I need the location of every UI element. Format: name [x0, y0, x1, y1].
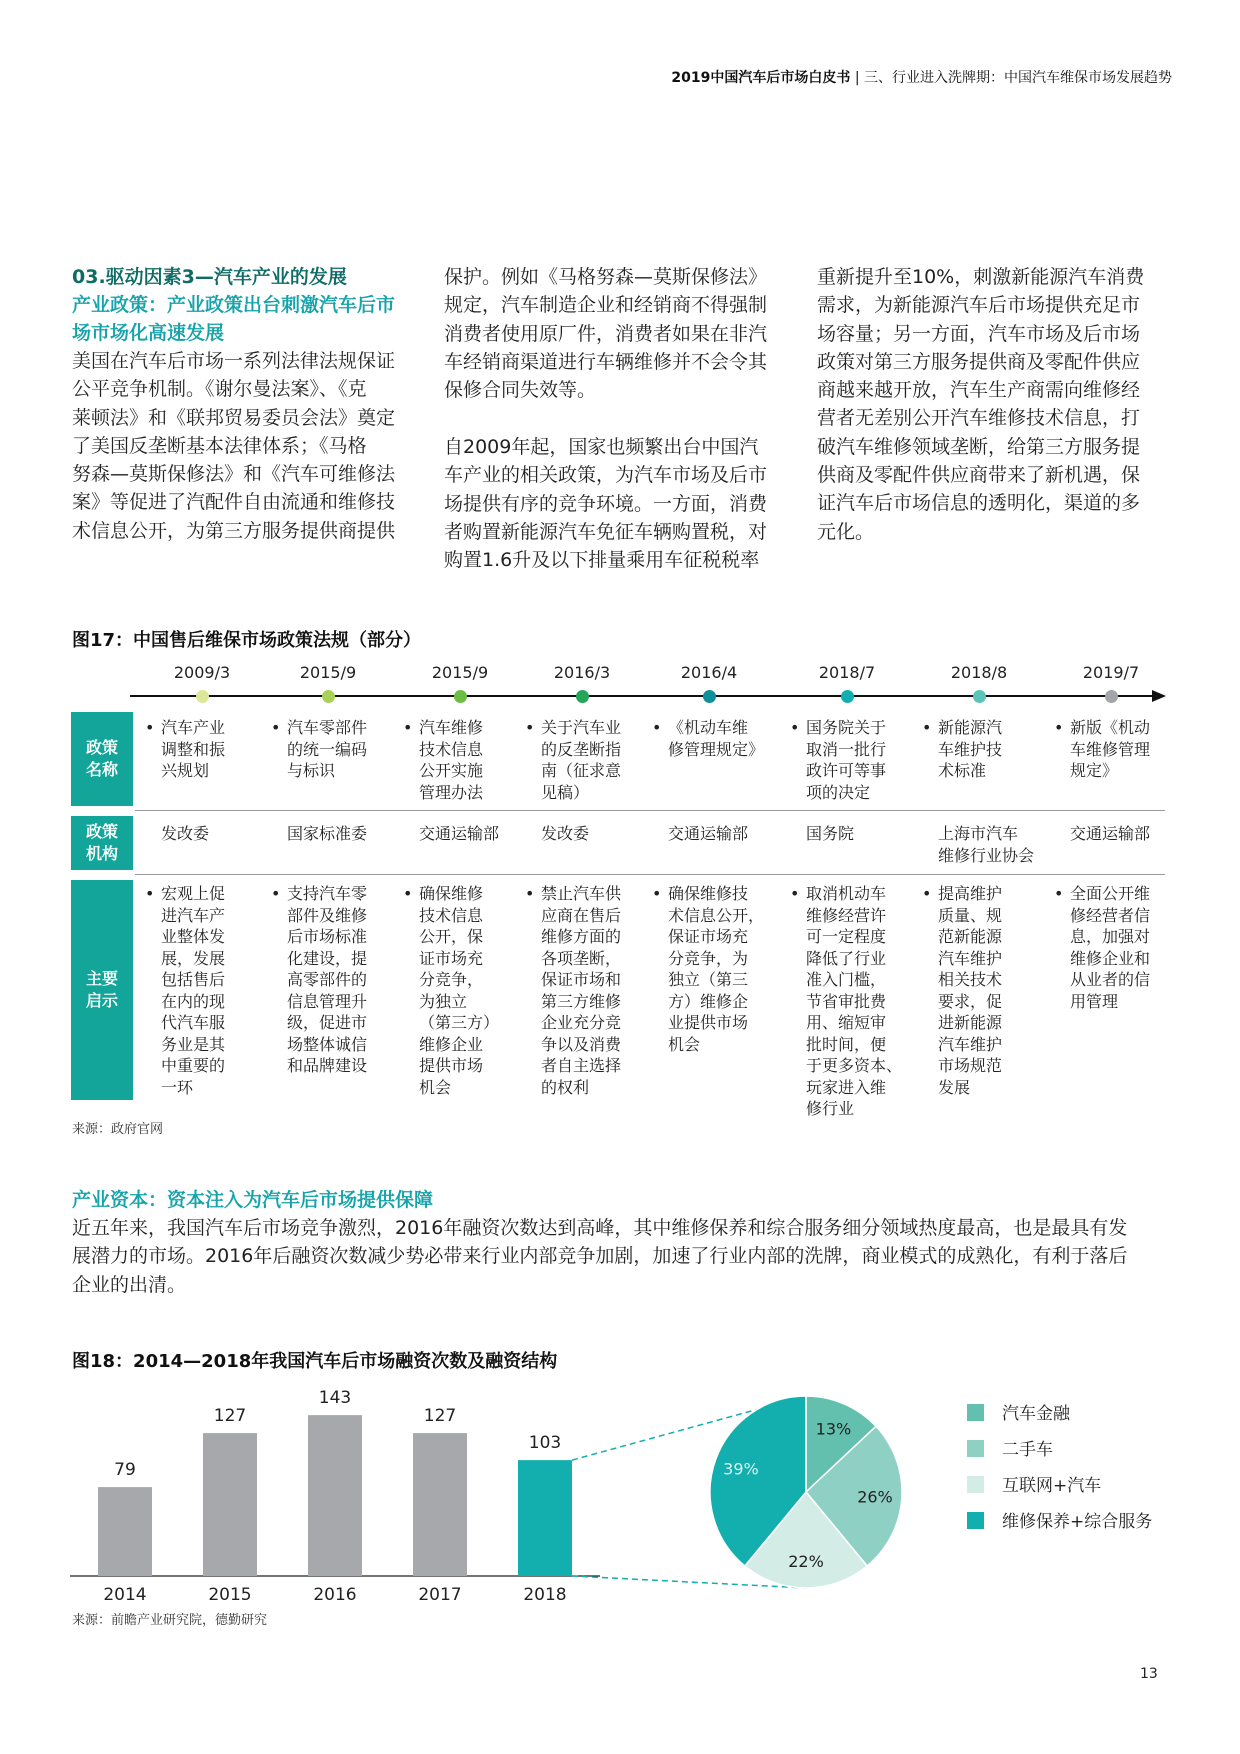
bar-value-label: 103: [528, 1433, 562, 1454]
policy-name-cell: [271, 717, 391, 782]
text-line: 需求，为新能源汽车后市场提供充足市: [817, 294, 1141, 317]
cell-line: 业整体发: [161, 927, 226, 946]
legend-swatch: [967, 1404, 984, 1421]
cell-line: 进汽车产: [161, 905, 226, 925]
cell-line: 《机动车维: [668, 718, 749, 737]
timeline-year: 2015/9: [431, 663, 489, 682]
cell-line: 务业是其: [161, 1034, 226, 1054]
cell-line: 公开，保: [419, 927, 484, 946]
timeline-year: 2018/8: [950, 663, 1008, 682]
legend-label: 维修保养+综合服务: [1002, 1512, 1153, 1532]
cell-line: 的反垄断指: [541, 739, 622, 759]
pie-value-label: 13%: [815, 1419, 852, 1439]
cell-line: 级，促进市: [287, 1013, 368, 1032]
cell-line: 于更多资本、: [806, 1056, 903, 1075]
cell-line: 汽车维护: [938, 948, 1003, 968]
bar-category-label: 2017: [418, 1585, 462, 1600]
timeline-dot: [454, 690, 467, 703]
policy-name-cell: [652, 717, 772, 760]
bar-2016: [308, 1415, 362, 1576]
cell-line: 保证市场和: [541, 970, 622, 989]
tag-policy-name: 政策 名称: [71, 712, 133, 806]
text-line: 者购置新能源汽车免征车辆购置税，对: [444, 520, 768, 543]
cell-line: 息，加强对: [1070, 927, 1151, 946]
bullet-icon: •: [525, 884, 535, 903]
cell-line: 应商在售后: [541, 905, 622, 925]
cell-line: 包括售后: [161, 970, 226, 989]
cell-line: 管理办法: [419, 782, 484, 802]
policy-agency-cell: [161, 823, 281, 845]
cell-line: 取消一批行: [806, 739, 887, 759]
cell-line: 上海市汽车: [938, 824, 1019, 843]
bar-2018: [518, 1460, 572, 1576]
bullet-icon: •: [922, 718, 932, 737]
cell-line: 新能源汽: [938, 718, 1003, 737]
legend-label: 二手车: [1002, 1440, 1053, 1460]
cell-line: 汽车维修: [419, 718, 484, 737]
bar-category-label: 2014: [103, 1585, 147, 1600]
text-line: 场提供有序的竞争环境。一方面，消费: [444, 492, 768, 515]
cell-line: 国务院: [806, 824, 855, 843]
policy-agency-cell: [938, 823, 1058, 866]
timeline-dot: [973, 690, 986, 703]
cell-line: 从业者的信: [1070, 970, 1151, 989]
policy-name-cell: [403, 717, 523, 803]
bullet-icon: •: [145, 718, 155, 737]
cell-line: 汽车维护: [938, 1034, 1003, 1054]
tag-policy-agency: 政策 机构: [71, 816, 133, 870]
text-line: 供商及零配件供应商带来了新机遇，保: [817, 464, 1141, 487]
policy-agency-cell: [419, 823, 539, 845]
cell-line: 可一定程度: [806, 927, 887, 946]
cell-line: 支持汽车零: [287, 884, 368, 903]
policy-agency-cell: [541, 823, 661, 845]
body-column-3: [817, 263, 1177, 546]
bar-2014: [98, 1487, 152, 1576]
policy-agency-cell: [668, 823, 788, 845]
cell-line: 企业充分竞: [541, 1013, 622, 1032]
cell-line: 车维护技: [938, 739, 1003, 759]
pie-value-label: 26%: [857, 1487, 893, 1507]
cell-line: 高零部件的: [287, 970, 368, 989]
text-line: 案》等促进了汽配件自由流通和维修技: [72, 491, 396, 514]
cell-line: 分竞争，: [419, 970, 484, 989]
text-line: 车经销商渠道进行车辆维修并不会令其: [444, 350, 768, 373]
policy-insight-cell: [145, 883, 265, 1098]
timeline-year: 2016/3: [553, 663, 611, 682]
cell-line: 业提供市场: [668, 1013, 749, 1032]
text-line: 美国在汽车后市场一系列法律法规保证: [72, 350, 396, 372]
cell-line: 的权利: [541, 1077, 590, 1097]
policy-name-cell: [145, 717, 265, 782]
cell-line: 发改委: [541, 824, 590, 843]
text-line: 规定，汽车制造企业和经销商不得强制: [444, 294, 768, 317]
cell-line: 玩家进入维: [806, 1077, 887, 1097]
text-line: 公平竞争机制。《谢尔曼法案》、《克: [72, 378, 367, 401]
cell-line: 宏观上促: [161, 884, 226, 903]
cell-line: 和品牌建设: [287, 1056, 368, 1075]
bar-category-label: 2015: [208, 1585, 252, 1600]
body-column-2a: [444, 263, 789, 404]
cell-line: 质量、规: [938, 905, 1003, 925]
figure-18-source: 来源：前瞻产业研究院，德勤研究: [72, 1613, 268, 1628]
page-number: 13: [1140, 1666, 1158, 1682]
bullet-icon: •: [271, 718, 281, 737]
cell-line: 维修方面的: [541, 927, 622, 946]
cell-line: 一环: [161, 1077, 194, 1097]
cell-line: 节省审批费: [806, 991, 887, 1011]
legend-label: 汽车金融: [1002, 1404, 1070, 1424]
text-line: 证汽车后市场信息的透明化，渠道的多: [817, 492, 1141, 515]
cell-line: 独立（第三: [668, 970, 749, 989]
pie-value-label: 22%: [788, 1552, 824, 1572]
text-line: 购置1.6升及以下排量乘用车征税税率: [444, 549, 760, 572]
legend-swatch: [967, 1440, 984, 1457]
cell-line: 提高维护: [938, 884, 1003, 903]
cell-line: 项的决定: [806, 782, 871, 802]
cell-line: 第三方维修: [541, 991, 622, 1011]
text-line: 企业的出清。: [72, 1273, 187, 1296]
cell-line: 范新能源: [938, 927, 1003, 946]
cell-line: 维修企业和: [1070, 948, 1151, 968]
bullet-icon: •: [145, 884, 155, 903]
cell-line: 进新能源: [938, 1013, 1003, 1032]
text-line: 莱顿法》和《联邦贸易委员会法》奠定: [72, 406, 396, 429]
timeline-year: 2015/9: [299, 663, 357, 682]
text-line: 术信息公开，为第三方服务提供商提供: [72, 519, 396, 542]
cell-line: 机会: [668, 1034, 701, 1054]
cell-line: 技术信息: [419, 739, 484, 759]
cell-line: 交通运输部: [419, 824, 500, 843]
bar-2017: [413, 1433, 467, 1576]
cell-line: 政许可等事: [806, 761, 887, 780]
body-column-1: [72, 347, 417, 545]
cell-line: 汽车零部件: [287, 718, 368, 737]
cell-line: 与标识: [287, 761, 336, 780]
cell-line: 国家标准委: [287, 824, 368, 843]
legend-label: 互联网+汽车: [1002, 1476, 1102, 1496]
bar-category-label: 2018: [523, 1585, 567, 1600]
timeline-dot: [576, 690, 589, 703]
running-header: 2019中国汽车后市场白皮书 | 三、行业进入洗牌期：中国汽车维保市场发展趋势: [671, 70, 1172, 86]
policy-name-cell: [525, 717, 645, 803]
policy-insight-cell: [403, 883, 523, 1098]
bar-2015: [203, 1433, 257, 1576]
bullet-icon: •: [790, 884, 800, 903]
policy-name-cell: [790, 717, 910, 803]
cell-line: 国务院关于: [806, 718, 887, 737]
cell-line: 发展: [938, 1077, 971, 1097]
cell-line: （第三方）: [419, 1013, 500, 1032]
cell-line: 全面公开维: [1070, 884, 1151, 903]
cell-line: 方）维修企: [668, 991, 749, 1011]
policy-insight-cell: [922, 883, 1042, 1098]
cell-line: 准入门槛，: [806, 970, 887, 989]
cell-line: 用管理: [1070, 991, 1119, 1011]
body-column-2b: [444, 433, 789, 574]
text-line: 消费者使用原厂件，消费者如果在非汽: [444, 322, 768, 345]
timeline-axis: [130, 688, 1170, 704]
cell-line: 批时间，便: [806, 1034, 887, 1054]
text-line: 场容量；另一方面，汽车市场及后市场: [817, 322, 1141, 345]
legend-swatch: [967, 1476, 984, 1493]
bar-value-label: 143: [318, 1388, 352, 1409]
timeline-year: 2009/3: [173, 663, 231, 682]
section-title: 03.驱动因素3—汽车产业的发展: [72, 266, 347, 288]
tag-key-insights: 主要 启示: [71, 880, 133, 1100]
bullet-icon: •: [403, 718, 413, 737]
cell-line: 禁止汽车供: [541, 884, 622, 903]
cell-line: 用、缩短审: [806, 1013, 887, 1032]
figure-18-title: 图18：2014—2018年我国汽车后市场融资次数及融资结构: [72, 1351, 558, 1372]
policy-name-cell: [1054, 717, 1174, 782]
policy-subhead-2: 场市场化高速发展: [72, 322, 225, 344]
timeline-dot: [703, 690, 716, 703]
timeline-dot: [196, 690, 209, 703]
policy-insight-cell: [790, 883, 910, 1120]
bullet-icon: •: [652, 718, 662, 737]
cell-line: 市场规范: [938, 1056, 1003, 1075]
cell-line: 兴规划: [161, 761, 210, 780]
text-line: 政策对第三方服务提供商及零配件供应: [817, 350, 1141, 373]
timeline-year: 2016/4: [680, 663, 738, 682]
cell-line: 维修行业协会: [938, 845, 1035, 865]
text-line: 展潜力的市场。2016年后融资次数减少势必带来行业内部竞争加剧，加速了行业内部的洗牌，商业模式的成熟化，有利于落后: [72, 1245, 1128, 1268]
cell-line: 后市场标准: [287, 927, 368, 946]
cell-line: 提供市场: [419, 1056, 484, 1075]
figure-17-source: 来源：政府官网: [72, 1122, 164, 1137]
bullet-icon: •: [1054, 884, 1064, 903]
policy-insight-cell: [652, 883, 772, 1055]
cell-line: 修经营者信: [1070, 905, 1151, 925]
text-line: 商越来越开放，汽车生产商需向维修经: [817, 379, 1141, 402]
text-line: 近五年来，我国汽车后市场竞争激烈，2016年融资次数达到高峰，其中维修保养和综合服务细分领域热度最高，也是最具有发: [72, 1217, 1128, 1239]
policy-name-cell: [922, 717, 1042, 782]
cell-line: 技术信息: [419, 905, 484, 925]
text-line: 重新提升至10%，刺激新能源汽车消费: [817, 266, 1145, 288]
bullet-icon: •: [922, 884, 932, 903]
text-line: 自2009年起，国家也频繁出台中国汽: [444, 436, 759, 458]
cell-line: 关于汽车业: [541, 718, 622, 737]
cell-line: 确保维修: [419, 884, 484, 903]
timeline-dot: [322, 690, 335, 703]
bullet-icon: •: [525, 718, 535, 737]
cell-line: 修行业: [806, 1099, 855, 1118]
policy-insight-cell: [271, 883, 391, 1077]
text-line: 了美国反垄断基本法律体系；《马格: [72, 434, 367, 457]
bullet-icon: •: [1054, 718, 1064, 737]
cell-line: 中重要的: [161, 1056, 226, 1075]
cell-line: 维修经营许: [806, 905, 887, 925]
cell-line: 为独立: [419, 991, 468, 1011]
timeline-dot: [841, 690, 854, 703]
cell-line: 证市场充: [419, 948, 484, 968]
cell-line: 分竞争，为: [668, 948, 749, 968]
text-line: 努森—莫斯保修法》和《汽车可维修法: [72, 463, 396, 486]
cell-line: 车维修管理: [1070, 739, 1151, 759]
cell-line: 信息管理升: [287, 991, 368, 1011]
text-line: 保修合同失效等。: [444, 379, 597, 402]
cell-line: 见稿）: [541, 782, 590, 802]
cell-line: 规定》: [1070, 761, 1119, 780]
legend-swatch: [967, 1512, 984, 1529]
bullet-icon: •: [790, 718, 800, 737]
cell-line: 调整和振: [161, 739, 226, 759]
bar-value-label: 127: [213, 1406, 247, 1427]
figure-17-title: 图17：中国售后维保市场政策法规（部分）: [72, 630, 422, 651]
cell-line: 机会: [419, 1077, 452, 1097]
timeline-year: 2019/7: [1082, 663, 1140, 682]
cell-line: 各项垄断，: [541, 948, 622, 968]
cell-line: 者自主选择: [541, 1056, 622, 1075]
row-divider: [135, 810, 1165, 811]
cell-line: 公开实施: [419, 761, 484, 780]
bullet-icon: •: [652, 884, 662, 903]
cell-line: 要求，促: [938, 991, 1003, 1011]
timeline-year: 2018/7: [818, 663, 876, 682]
cell-line: 展，发展: [161, 948, 226, 968]
text-line: 营者无差别公开汽车维修技术信息，打: [817, 407, 1141, 430]
cell-line: 代汽车服: [161, 1013, 226, 1032]
text-line: 保护。例如《马格努森—莫斯保修法》: [444, 266, 768, 288]
cell-line: 汽车产业: [161, 718, 226, 737]
cell-line: 术信息公开，: [668, 905, 765, 925]
cell-line: 取消机动车: [806, 884, 887, 903]
cell-line: 维修企业: [419, 1034, 484, 1054]
cell-line: 相关技术: [938, 970, 1003, 989]
policy-insight-cell: [525, 883, 645, 1098]
cell-line: 化建设，提: [287, 948, 368, 968]
policy-agency-cell: [806, 823, 926, 845]
cell-line: 新版《机动: [1070, 718, 1151, 737]
policy-insight-cell: [1054, 883, 1174, 1012]
pie-value-label: 39%: [723, 1459, 759, 1479]
bar-value-label: 79: [114, 1460, 136, 1481]
policy-agency-cell: [1070, 823, 1190, 845]
cell-line: 降低了行业: [806, 948, 887, 968]
bullet-icon: •: [271, 884, 281, 903]
text-line: 破汽车维修领域垄断，给第三方服务提: [817, 435, 1141, 458]
timeline-dot: [1105, 690, 1118, 703]
bar-value-label: 127: [423, 1406, 457, 1427]
cell-line: 在内的现: [161, 991, 226, 1011]
cell-line: 交通运输部: [1070, 824, 1151, 843]
cell-line: 修管理规定》: [668, 739, 765, 759]
cell-line: 交通运输部: [668, 824, 749, 843]
cell-line: 确保维修技: [668, 884, 749, 903]
row-divider: [135, 874, 1165, 875]
cell-line: 发改委: [161, 824, 210, 843]
cell-line: 部件及维修: [287, 905, 368, 925]
bullet-icon: •: [403, 884, 413, 903]
text-line: 元化。: [817, 520, 875, 543]
cell-line: 场整体诚信: [287, 1034, 368, 1054]
bar-category-label: 2016: [313, 1585, 357, 1600]
cell-line: 的统一编码: [287, 739, 368, 759]
cell-line: 术标准: [938, 761, 987, 780]
text-line: 车产业的相关政策，为汽车市场及后市: [444, 464, 768, 487]
figure-18-charts: [60, 1380, 1200, 1600]
policy-agency-cell: [287, 823, 407, 845]
capital-subhead: 产业资本：资本注入为汽车后市场提供保障: [72, 1189, 434, 1211]
cell-line: 保证市场充: [668, 927, 749, 946]
capital-paragraph: [72, 1214, 1182, 1299]
cell-line: 南（征求意: [541, 761, 622, 780]
cell-line: 争以及消费: [541, 1034, 622, 1054]
policy-subhead-1: 产业政策：产业政策出台刺激汽车后市: [72, 294, 396, 316]
